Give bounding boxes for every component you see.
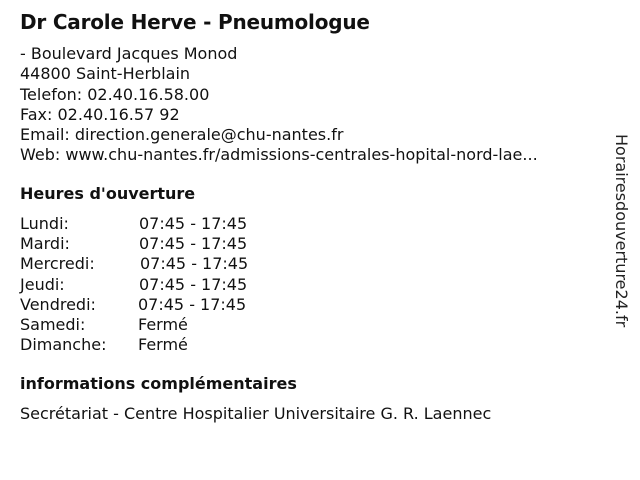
- phone-line: [20, 85, 538, 105]
- day-label: Mercredi:: [20, 254, 95, 274]
- day-hours: 07:45 - 17:45: [139, 234, 248, 254]
- info-heading: informations complémentaires: [20, 374, 297, 393]
- day-label: Dimanche:: [20, 335, 107, 355]
- email-label: Email:: [20, 125, 70, 145]
- phone-label: Telefon:: [20, 84, 83, 104]
- fax-number: 02.40.16.57 92: [57, 104, 180, 124]
- fax-line: [20, 105, 538, 125]
- day-label: Lundi:: [20, 214, 69, 233]
- web-link[interactable]: www.chu-nantes.fr/admissions-centrales-hopital-nord-lae...: [65, 145, 538, 165]
- day-hours: Fermé: [138, 335, 188, 355]
- day-hours: 07:45 - 17:45: [139, 274, 248, 294]
- web-line: [20, 145, 538, 165]
- web-label: Web:: [20, 145, 61, 165]
- day-hours: 07:45 - 17:45: [138, 294, 247, 314]
- email-line: [20, 125, 538, 145]
- day-hours: Fermé: [138, 314, 188, 334]
- day-hours: 07:45 - 17:45: [140, 254, 249, 274]
- phone-number[interactable]: 02.40.16.58.00: [87, 84, 210, 104]
- city-address: 44800 Saint-Herblain: [20, 64, 191, 84]
- day-label: Mardi:: [20, 234, 70, 254]
- email-link[interactable]: direction.generale@chu-nantes.fr: [74, 125, 344, 145]
- day-label: Vendredi:: [20, 294, 96, 314]
- side-brand-label: Horairesdouverture24.fr: [612, 134, 631, 328]
- day-hours: 07:45 - 17:45: [139, 214, 248, 233]
- info-text: Secrétariat - Centre Hospitalier Universitaire G. R. Laennec: [20, 404, 492, 423]
- hours-heading: Heures d'ouverture: [20, 184, 196, 203]
- page-title: Dr Carole Herve - Pneumologue: [20, 10, 370, 34]
- street-address: - Boulevard Jacques Monod: [20, 44, 238, 63]
- day-label: Samedi:: [20, 314, 86, 334]
- contact-block: [20, 44, 538, 166]
- day-label: Jeudi:: [20, 274, 65, 294]
- fax-label: Fax:: [20, 104, 53, 124]
